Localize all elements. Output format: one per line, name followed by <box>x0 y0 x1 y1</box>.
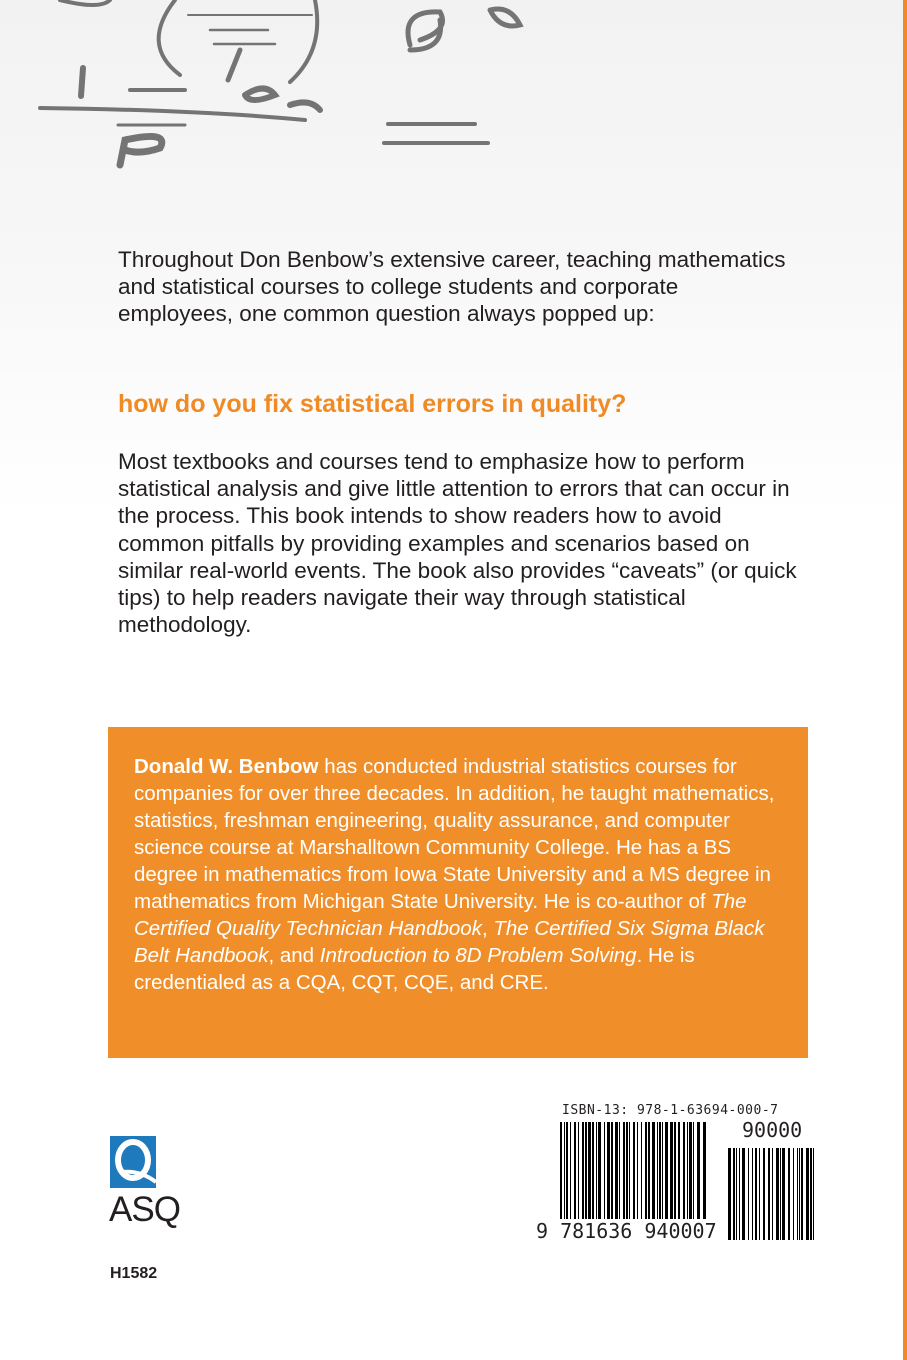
barcode-bar <box>763 1148 765 1240</box>
barcode-bar <box>736 1148 737 1240</box>
barcode-bar <box>793 1148 794 1240</box>
book-title: The Certified Quality Technician Handbook <box>134 890 747 940</box>
barcode-bar <box>801 1148 803 1240</box>
product-code: H1582 <box>110 1265 158 1282</box>
barcode-bar <box>810 1148 812 1240</box>
barcode-bar <box>728 1148 731 1240</box>
barcode-bar <box>768 1148 770 1240</box>
author-bio-box <box>108 727 808 1058</box>
bio-text: . He is credentialed as a CQA, CQT, CQE, and CRE. <box>134 944 695 994</box>
isbn-label: ISBN-13: 978-1-63694-000-7 <box>562 1103 779 1118</box>
bio-text: , and <box>268 944 320 967</box>
book-title: Introduction to 8D Problem Solving <box>319 944 637 967</box>
barcode-bar <box>788 1148 790 1240</box>
barcode-bar <box>772 1148 773 1240</box>
barcode-bar <box>797 1148 798 1240</box>
barcode-bar <box>755 1148 757 1240</box>
barcode-bar <box>742 1148 745 1240</box>
publisher-logo-text: ASQ <box>109 1190 180 1229</box>
intro-text: Throughout Don Benbow’s extensive career, teaching mathematics and statistical courses to college students and corporate employees, one common question always popped up: <box>118 247 786 327</box>
barcode-bar <box>799 1148 800 1240</box>
barcode-bar <box>776 1148 779 1240</box>
pencil-math-background <box>0 0 907 200</box>
book-description: Most textbooks and courses tend to emphasize how to perform statistical analysis and give little attention to errors that can occur in the process. This book intends to show readers how to avoid common pitfalls by providing examples and scenarios based on similar real-world events. The book also provides “caveats” (or quick tips) to help readers navigate their way through statistical methodology. <box>118 449 797 638</box>
book-title: The Certified Six Sigma Black Belt Handbook <box>134 917 765 967</box>
barcode-bar <box>752 1148 753 1240</box>
barcode-bar <box>806 1148 809 1240</box>
bio-text: has conducted industrial statistics courses for companies for over three decades. In addition, he taught mathematics, statistics, freshman engineering, quality assurance, and computer science course at Marshalltown Community College. He has a BS degree in mathematics from Iowa State University and a MS degree in mathematics from Michigan State University. He is co-author of <box>134 755 775 913</box>
isbn-barcode <box>536 1100 820 1248</box>
barcode-bar <box>782 1148 785 1240</box>
barcode-bar <box>813 1148 814 1240</box>
barcode-bar <box>780 1148 781 1240</box>
asq-logo-icon <box>110 1136 156 1188</box>
key-question: how do you fix statistical errors in quality? <box>118 390 627 418</box>
barcode-bar <box>739 1148 740 1240</box>
bio-text: , <box>481 917 494 940</box>
barcode-bar <box>733 1148 735 1240</box>
ean-digits: 9 781636 940007 <box>536 1219 717 1243</box>
barcode-bar <box>759 1148 760 1240</box>
price-code: 90000 <box>742 1118 803 1142</box>
spine-edge <box>903 0 907 1360</box>
barcode-bar <box>748 1148 749 1240</box>
author-name: Donald W. Benbow <box>134 755 319 778</box>
